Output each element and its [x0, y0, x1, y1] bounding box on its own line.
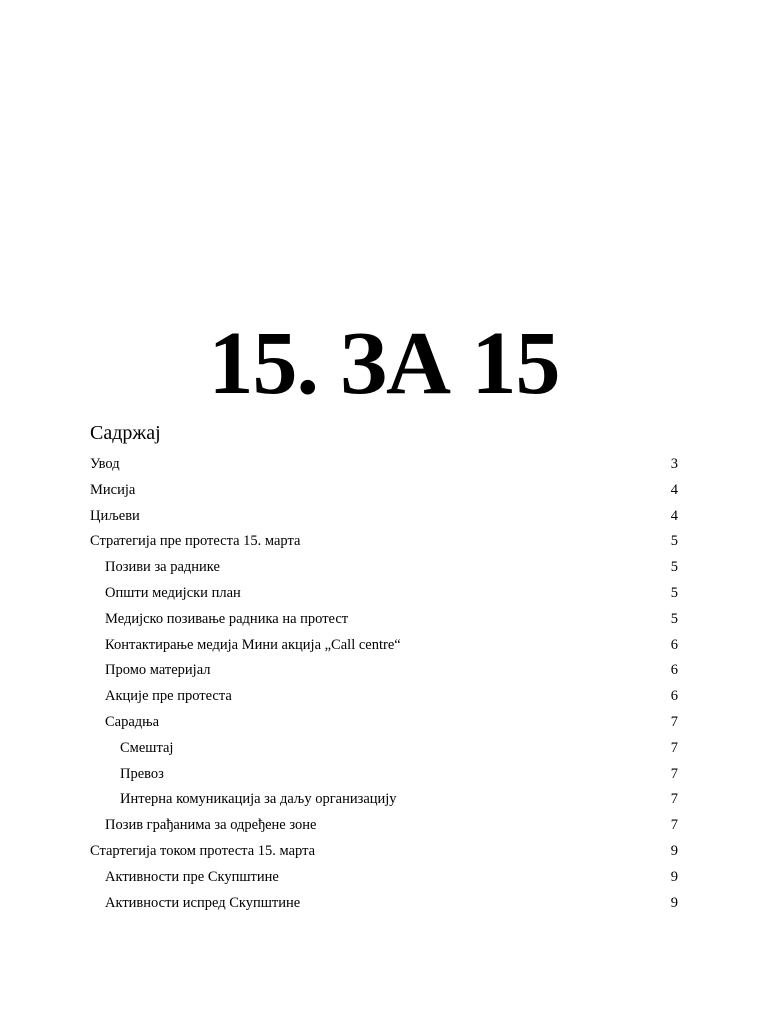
toc-entry-page-number: 7 — [670, 791, 678, 808]
toc-entry-pozivi-za-radnike[interactable] — [90, 555, 678, 581]
toc-entry-page-number: 5 — [670, 584, 678, 601]
page-title: 15. ЗА 15 — [208, 314, 560, 413]
toc-entry-page-number: 6 — [670, 688, 678, 705]
toc-entry-text: Стратегија пре протеста 15. марта — [90, 533, 301, 550]
toc-entry-promo-materijal[interactable] — [90, 658, 678, 684]
toc-heading: Садржај — [90, 422, 161, 444]
toc-entry-ciljevi[interactable] — [90, 504, 678, 530]
toc-entry-poziv-gradjanima[interactable] — [90, 813, 678, 839]
toc-entry-aktivnosti-ispred-skupstine[interactable] — [90, 891, 678, 917]
toc-entry-text: Промо материјал — [105, 662, 211, 679]
toc-entry-text: Активности пре Скупштине — [105, 868, 279, 885]
toc-entry-page-number: 6 — [670, 636, 678, 653]
toc-entry-text: Циљеви — [90, 507, 140, 524]
toc-entry-page-number: 5 — [670, 533, 678, 550]
toc-entry-text: Активности испред Скупштине — [105, 894, 301, 911]
toc-entry-page-number: 7 — [670, 739, 678, 756]
toc-entry-page-number: 5 — [670, 610, 678, 627]
toc-entry-text: Увод — [90, 456, 120, 472]
toc-entry-akcije-pre-protesta[interactable] — [90, 684, 678, 710]
toc-entry-medijsko-pozivanje[interactable] — [90, 607, 678, 633]
toc-entry-page-number: 3 — [670, 456, 678, 472]
toc-entry-misija[interactable] — [90, 478, 678, 504]
toc-entry-text: Интерна комуникација за даљу организацију — [120, 791, 397, 808]
toc-entry-text: Стартегија током протеста 15. марта — [90, 842, 316, 859]
toc-entry-text: Позиви за раднике — [105, 559, 220, 576]
toc-entry-aktivnosti-pre-skupstine[interactable] — [90, 865, 678, 891]
toc-entry-strategija-tokom-protesta[interactable] — [90, 839, 678, 865]
toc-entry-text: Контактирање медија Мини акција „Call centre“ — [105, 636, 401, 653]
toc-entry-page-number: 9 — [670, 894, 678, 911]
toc-entry-page-number: 5 — [670, 559, 678, 576]
toc-entry-text: Позив грађанима за одређене зоне — [105, 817, 317, 834]
toc-entry-text: Превоз — [120, 765, 164, 782]
toc-entry-smestaj[interactable] — [90, 736, 678, 762]
toc-entry-prevoz[interactable] — [90, 762, 678, 788]
toc-entry-uvod[interactable] — [90, 452, 678, 478]
toc-entry-page-number: 9 — [670, 868, 678, 885]
toc-entry-strategija-pre-protesta[interactable] — [90, 529, 678, 555]
toc-entry-page-number: 9 — [670, 842, 678, 859]
toc-entry-text: Сарадња — [105, 713, 160, 730]
toc-entry-text: Акције пре протеста — [105, 688, 232, 705]
toc-entry-text: Смештај — [120, 739, 174, 756]
toc-entry-page-number: 4 — [670, 507, 678, 524]
toc-entry-interna-komunikacija[interactable] — [90, 787, 678, 813]
toc-entry-page-number: 7 — [670, 817, 678, 834]
toc-entry-page-number: 7 — [670, 765, 678, 782]
toc-entry-page-number: 4 — [670, 481, 678, 498]
table-of-contents — [90, 452, 678, 916]
toc-entry-opsti-medijski-plan[interactable] — [90, 581, 678, 607]
toc-entry-page-number: 6 — [670, 662, 678, 679]
toc-entry-page-number: 7 — [670, 713, 678, 730]
toc-entry-text: Општи медијски план — [105, 584, 241, 601]
toc-entry-kontaktiranje-medija[interactable] — [90, 633, 678, 659]
toc-entry-text: Медијско позивање радника на протест — [105, 610, 349, 627]
toc-entry-saradnja[interactable] — [90, 710, 678, 736]
toc-entry-text: Мисија — [90, 481, 136, 498]
